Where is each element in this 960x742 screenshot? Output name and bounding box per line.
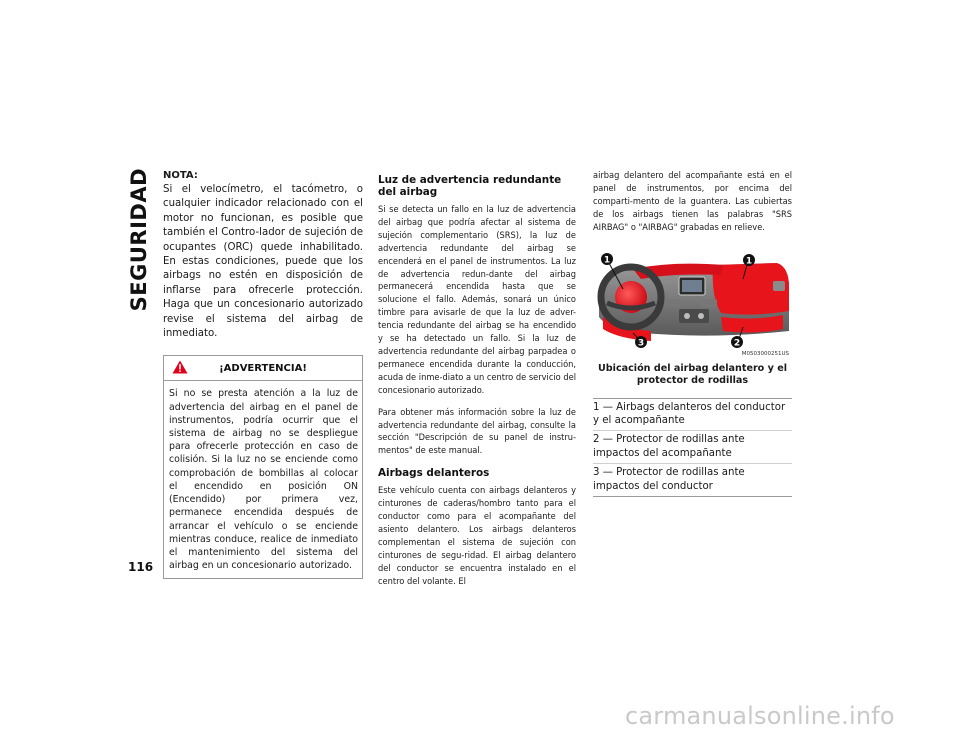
warning-box — [163, 355, 363, 579]
legend-item: 3 — Protector de rodillas ante impactos del conductor — [593, 467, 745, 492]
dashboard-airbag-figure — [593, 247, 792, 359]
watermark: carmanualsonline.info — [625, 702, 895, 730]
legend-item: 2 — Protector de rodillas ante impactos del acompañante — [593, 431, 792, 464]
warning-text: Si no se presta atención a la luz de advertencia del airbag en el panel de instrumentos, podría ocurrir que el sistema de airbag no se despliegue para ofrecerle protección en caso de colisión. Si la luz no se enciende como comprobación de bombillas al colocar el encendido en posición ON (Encendido) por primera vez, permanece encendida después de arrancar el vehículo o se enciende mientras conduce, realice de inmediato el mantenimiento del sistema del airbag en un concesionario autorizado. — [169, 388, 358, 572]
section-tab — [124, 168, 154, 458]
note-label: NOTA: — [163, 170, 198, 181]
column-right — [593, 170, 792, 497]
column-middle — [378, 170, 576, 597]
paragraph: Para obtener más información sobre la luz de advertencia redundante del airbag, consulte la sección "Descripción de su panel de instru-mentos" de este manual. — [378, 406, 576, 457]
figure-code: M0503000251US — [741, 350, 789, 357]
callout-3: 3 — [637, 338, 645, 349]
warning-triangle-icon — [172, 360, 188, 374]
figure-caption: Ubicación del airbag delantero y el protector de rodillas — [598, 362, 787, 387]
column-left — [163, 170, 363, 579]
callout-1: 1 — [603, 255, 611, 266]
paragraph: airbag delantero del acompañante está en el panel de instrumentos, por encima del comparti-mento de la guantera. Las cubiertas de los airbags tienen las palabras "SRS AIRBAG" o "AIRBAG" grabadas en relieve. — [593, 170, 792, 233]
heading-front-airbags: Airbags delanteros — [378, 467, 490, 480]
heading-redundant-airbag-light: Luz de advertencia redundante del airbag — [378, 174, 562, 198]
legend-item: 1 — Airbags delanteros del conductor y el acompañante — [593, 399, 792, 432]
warning-header — [164, 356, 362, 381]
page-number: 116 — [128, 560, 154, 574]
callout-2: 2 — [733, 338, 741, 349]
warning-title: ¡ADVERTENCIA! — [219, 362, 307, 374]
note-text: Si el velocímetro, el tacómetro, o cualquier indicador relacionado con el motor no funcionan, es posible que también el Contro-lador de sujeción de ocupantes (ORC) quede inhabilitado. En estas condiciones, puede que los airbags no estén en disposición de inflarse para ofrecerle protección. Haga que un concesionario autorizado revise el sistema del airbag de inmediato. — [163, 184, 363, 340]
section-tab-label: SEGURIDAD — [127, 168, 151, 312]
paragraph: Este vehículo cuenta con airbags delanteros y cinturones de caderas/hombro tanto para el conductor como para el acompañante del asiento delantero. Los airbags delanteros complementan el sistema de sujeción con cinturones de segu-ridad. El airbag delantero del conductor se encuentra instalado en el centro del volante. El — [378, 485, 576, 587]
dashboard-illustration — [593, 247, 792, 359]
paragraph: Si se detecta un fallo en la luz de advertencia del airbag que podría afectar al sistema de sujeción complementario (SRS), la luz de advertencia redundante del airbag se encenderá en el panel de instrumentos. La luz de advertencia redun-dante del airbag permanecerá encendida hasta que se solucione el fallo. Además, sonará un único timbre para avisarle de que la luz de adver-tencia redundante del airbag se ha encendido y se ha detectado un fallo. Si la luz de advertencia redundante del airbag parpadea o permanece encendida durante la conducción, acuda de inme-diato a un centro de servicio del concesionario autorizado. — [378, 204, 576, 396]
callout-1: 1 — [745, 256, 753, 267]
figure-legend — [593, 398, 792, 497]
